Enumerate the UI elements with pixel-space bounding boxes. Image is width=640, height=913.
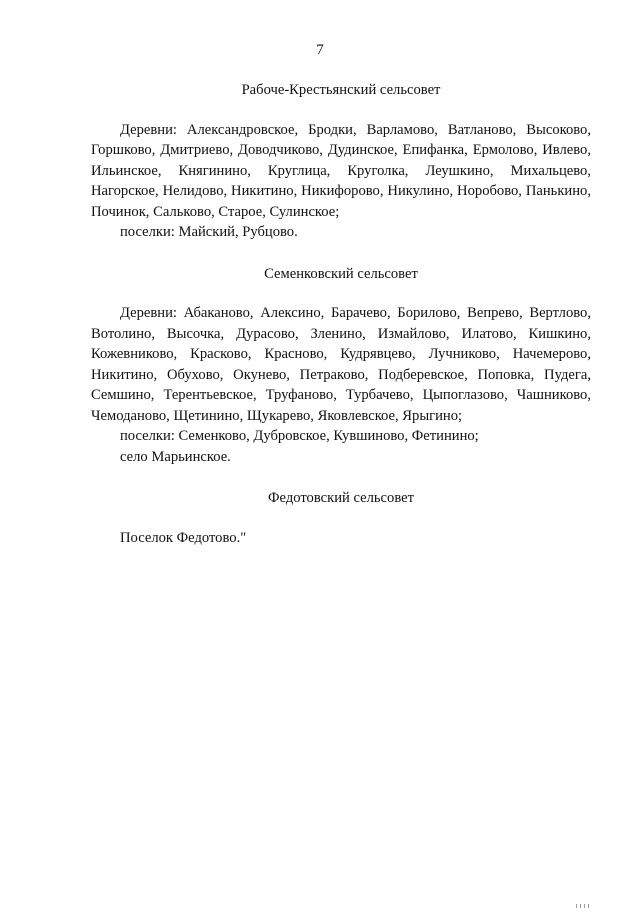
settlements-list-raboche-krestyansky: поселки: Майский, Рубцово. xyxy=(120,224,298,240)
document-body xyxy=(91,80,591,548)
section-title-semenkovsky: Семенковский сельсовет xyxy=(264,265,418,282)
section-title-fedotovsky: Федотовский сельсовет xyxy=(268,490,414,506)
villages-list-raboche-krestyansky: Деревни: Александровское, Бродки, Варламово, Ватланово, Высоково, Горшково, Дмитриево, Доводчиково, Дудинское, Епифанка, Ермолово, Ивлево, Ильинское, Княгинино, Круглица, Круголка, Леушкино, Михальцево, Нагорское, Нелидово, Никитино, Никифорово, Никулино, Норобово, Панькино, Починок, Сальково, Старое, Сулинское; xyxy=(91,121,591,220)
section-title-raboche-krestyansky: Рабоче-Крестьянский сельсовет xyxy=(241,82,441,98)
villages-list-semenkovsky: Деревни: Абаканово, Алексино, Барачево, Борилово, Вепрево, Вертлово, Вотолино, Высочка, Дурасово, Зленино, Измайлово, Илатово, Кишкино, Кожевниково, Красково, Красново, Кудрявцево, Лучниково, Начемерово, Никитино, Обухово, Окунево, Петраково, Подберевское, Поповка, Пудега, Семшино, Терентьевское, Труфаново, Турбачево, Цыпоглазово, Чашниково, Чемоданово, Щетинино, Щукарево, Яковлевское, Ярыгино; xyxy=(91,305,591,424)
village-center-semenkovsky: село Марьинское. xyxy=(120,448,231,465)
settlement-fedotovsky: Поселок Федотово." xyxy=(120,529,247,546)
page-number: 7 xyxy=(316,42,324,58)
scan-mark xyxy=(576,895,616,899)
settlements-list-semenkovsky: поселки: Семенково, Дубровское, Кувшиново, Фетинино; xyxy=(120,428,479,444)
